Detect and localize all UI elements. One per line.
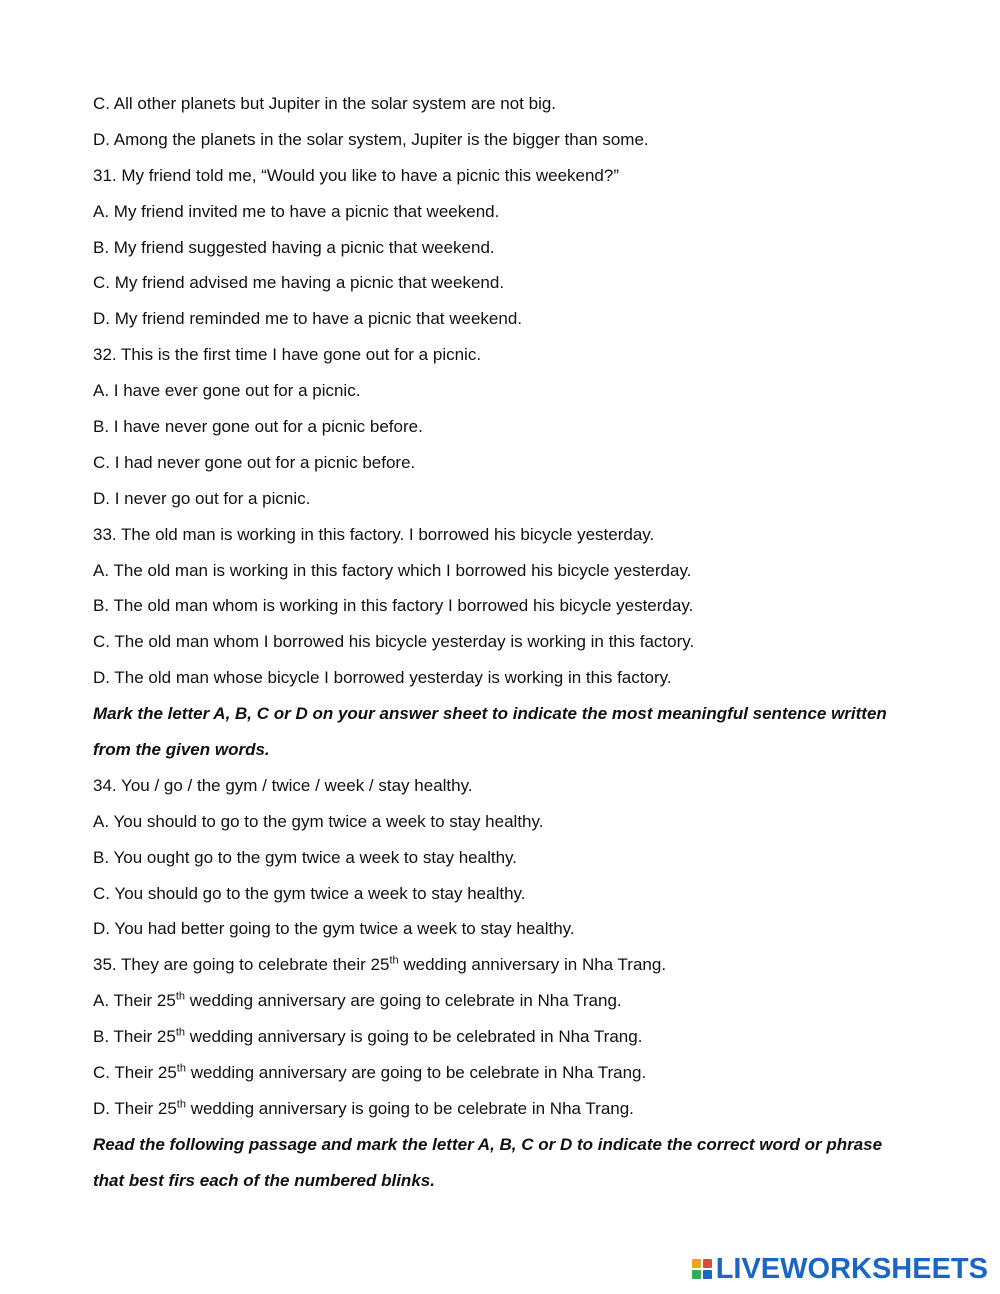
line-text-post: wedding anniversary is going to be celebrate in Nha Trang.: [185, 1098, 634, 1118]
question-line: B. You ought go to the gym twice a week to stay healthy.: [93, 847, 518, 867]
question-line: A. The old man is working in this factory which I borrowed his bicycle yesterday.: [93, 560, 692, 580]
question-line: [93, 1025, 923, 1061]
logo-text: LIVEWORKSHEETS: [715, 1252, 988, 1285]
instruction-line: that best firs each of the numbered blinks.: [93, 1170, 435, 1190]
ordinal-suffix: th: [175, 990, 186, 1003]
ordinal-suffix: th: [175, 1026, 186, 1039]
question-line: D. My friend reminded me to have a picnic that weekend.: [93, 309, 522, 329]
question-line: 31. My friend told me, “Would you like to have a picnic this weekend?”: [93, 165, 620, 185]
line-text-pre: 35. They are going to celebrate their 25: [93, 955, 390, 975]
line-text-pre: B. Their 25: [93, 1027, 176, 1047]
question-line: 32. This is the first time I have gone out for a picnic.: [93, 345, 482, 365]
question-line: B. My friend suggested having a picnic that weekend.: [93, 237, 495, 257]
question-line: D. The old man whose bicycle I borrowed yesterday is working in this factory.: [93, 668, 672, 688]
instruction-line: Read the following passage and mark the letter A, B, C or D to indicate the correct word or phrase: [93, 1134, 883, 1154]
line-text-post: wedding anniversary are going to be celebrate in Nha Trang.: [185, 1063, 647, 1083]
line-text-post: wedding anniversary are going to celebrate in Nha Trang.: [185, 991, 622, 1011]
logo-mark-icon: [692, 1259, 712, 1279]
question-line: D. I never go out for a picnic.: [93, 488, 311, 508]
question-line: [93, 1061, 923, 1097]
ordinal-suffix: th: [176, 1098, 186, 1111]
question-line: [93, 1097, 923, 1133]
worksheet-lines: [93, 92, 923, 1205]
question-line: D. Among the planets in the solar system, Jupiter is the bigger than some.: [93, 129, 649, 149]
logo-square: [703, 1259, 712, 1268]
question-line: A. You should to go to the gym twice a week to stay healthy.: [93, 811, 544, 831]
line-text-pre: C. Their 25: [93, 1063, 177, 1083]
question-line: C. The old man whom I borrowed his bicycle yesterday is working in this factory.: [93, 632, 695, 652]
question-line: B. I have never gone out for a picnic before.: [93, 417, 423, 437]
logo-square: [692, 1259, 701, 1268]
ordinal-suffix: th: [389, 954, 399, 967]
line-text-post: wedding anniversary is going to be celebrated in Nha Trang.: [185, 1027, 643, 1047]
question-line: C. My friend advised me having a picnic that weekend.: [93, 273, 505, 293]
liveworksheets-logo[interactable]: [692, 1252, 988, 1286]
line-text-post: wedding anniversary in Nha Trang.: [398, 955, 667, 975]
question-line: 33. The old man is working in this factory. I borrowed his bicycle yesterday.: [93, 524, 655, 544]
logo-square: [703, 1270, 712, 1279]
instruction-line: from the given words.: [93, 740, 270, 760]
ordinal-suffix: th: [176, 1062, 186, 1075]
line-text-pre: D. Their 25: [93, 1098, 177, 1118]
question-line: A. My friend invited me to have a picnic that weekend.: [93, 201, 500, 221]
question-line: C. I had never gone out for a picnic before.: [93, 452, 416, 472]
question-line: 34. You / go / the gym / twice / week / stay healthy.: [93, 775, 473, 795]
question-line: C. You should go to the gym twice a week to stay healthy.: [93, 883, 526, 903]
line-text-pre: A. Their 25: [93, 991, 176, 1011]
question-line: A. I have ever gone out for a picnic.: [93, 381, 361, 401]
question-line: D. You had better going to the gym twice a week to stay healthy.: [93, 919, 575, 939]
question-line: B. The old man whom is working in this factory I borrowed his bicycle yesterday.: [93, 596, 694, 616]
instruction-line: Mark the letter A, B, C or D on your answer sheet to indicate the most meaningful sentence written: [93, 704, 887, 724]
question-line: C. All other planets but Jupiter in the solar system are not big.: [93, 94, 557, 113]
logo-square: [692, 1270, 701, 1279]
question-line: [93, 989, 923, 1025]
question-line: [93, 953, 923, 989]
